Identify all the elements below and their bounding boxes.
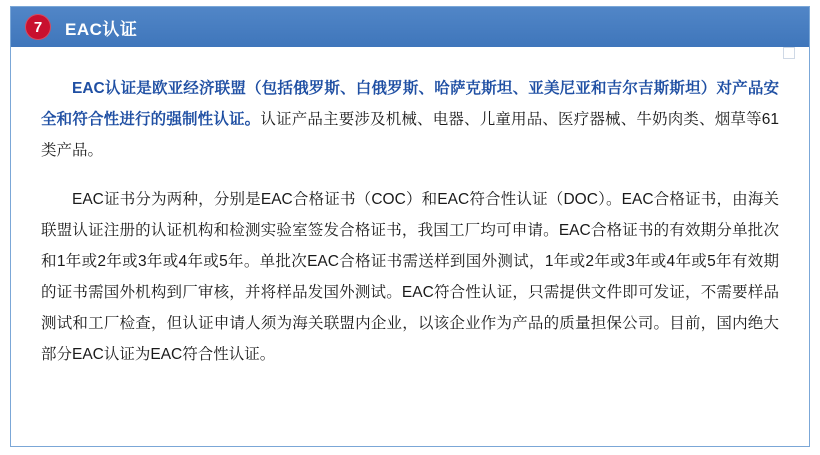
card-header	[11, 7, 809, 47]
section-number-badge: 7	[25, 14, 51, 40]
paragraph-intro-highlight: EAC认证是欧亚经济联盟（包括俄罗斯、白俄罗斯、哈萨克斯坦、亚美尼亚和吉尔吉斯斯坦）对产品安全和符合性进行的强制性认证。	[41, 80, 779, 128]
card-body	[11, 47, 809, 370]
paragraph-intro-rest: 认证产品主要涉及机械、电器、儿童用品、医疗器械、牛奶肉类、烟草等61类产品。	[41, 111, 779, 159]
content-card	[10, 6, 810, 447]
paragraph-intro	[41, 73, 779, 166]
paragraph-details: EAC证书分为两种，分别是EAC合格证书（COC）和EAC符合性认证（DOC）。EAC合格证书，由海关联盟认证注册的认证机构和检测实验室签发合格证书，我国工厂均可申请。EAC合格证书的有效期分单批次和1年或2年或3年或4年或5年。单批次EAC合格证书需送样到国外测试，1年或2年或3年或4年或5年有效期的证书需国外机构到厂审核，并将样品发国外测试。EAC符合性认证，只需提供文件即可发证，不需要样品测试和工厂检查，但认证申请人须为海关联盟内企业，以该企业作为产品的质量担保公司。目前，国内绝大部分EAC认证为EAC符合性认证。	[41, 191, 779, 363]
page-title: EAC认证	[65, 19, 138, 39]
